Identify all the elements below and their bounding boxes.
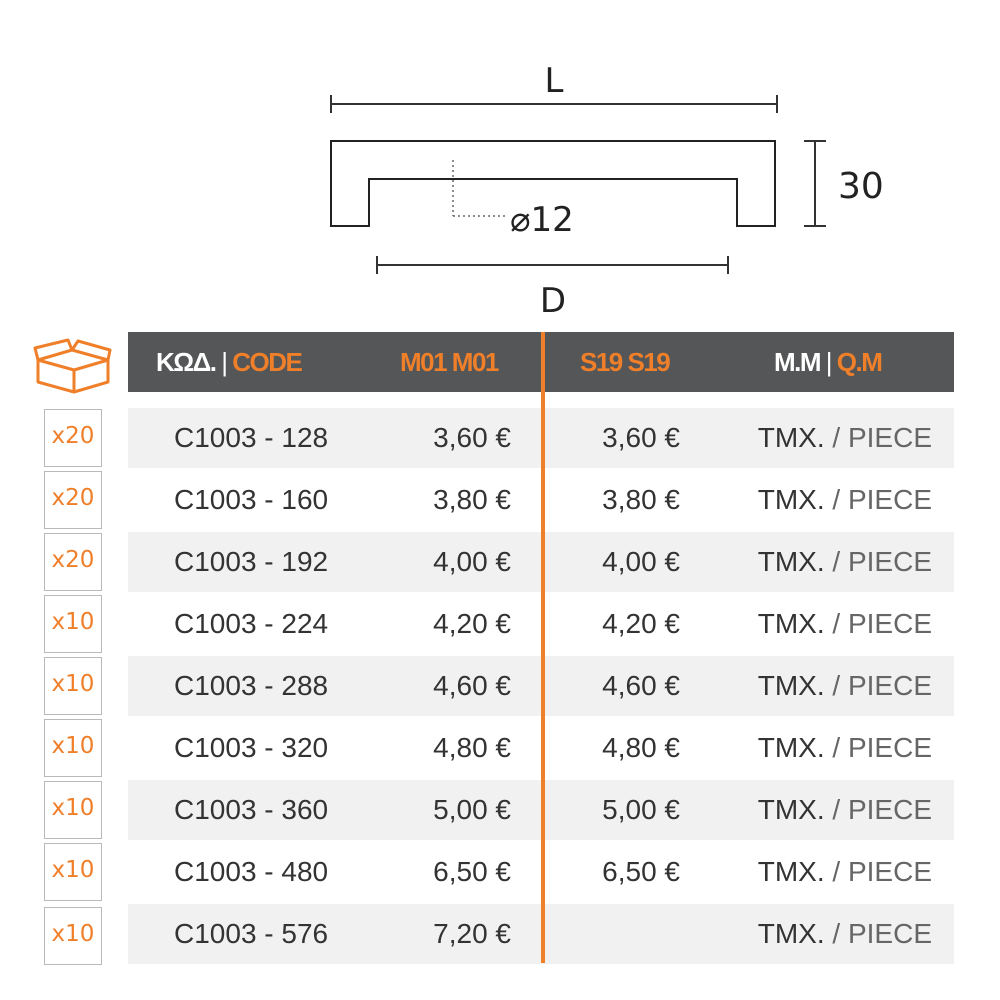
unit-gr: TMX.	[757, 856, 825, 887]
unit-column-header	[774, 332, 881, 392]
distance-label: D	[539, 281, 567, 321]
unit	[758, 780, 932, 840]
code-column-header	[156, 332, 301, 392]
package-box-icon	[32, 338, 114, 394]
code-header-gr: ΚΩΔ.	[156, 347, 216, 377]
price-m01: 4,80 €	[433, 732, 511, 763]
header-separator: |	[825, 347, 832, 377]
unit-en: / PIECE	[824, 732, 932, 763]
pack-quantity-badge: x10	[44, 843, 102, 901]
unit	[758, 470, 932, 530]
diameter-leader	[453, 160, 508, 216]
unit-en: / PIECE	[824, 422, 932, 453]
handle-dimension-diagram	[0, 0, 1000, 330]
unit-en: / PIECE	[824, 918, 932, 949]
unit-en: / PIECE	[824, 546, 932, 577]
unit	[758, 594, 932, 654]
product-code: C1003 - 288	[174, 670, 329, 701]
unit-gr: TMX.	[757, 546, 825, 577]
product-code: C1003 - 360	[174, 794, 329, 825]
product-code: C1003 - 160	[174, 484, 329, 515]
pack-quantity-badge: x10	[44, 719, 102, 777]
unit-gr: TMX.	[757, 608, 825, 639]
unit	[758, 656, 932, 716]
price-m01: 4,20 €	[433, 608, 511, 639]
pack-quantity-badge: x20	[44, 471, 102, 529]
price-s19: 3,80 €	[602, 484, 680, 515]
price-s19: 5,00 €	[602, 794, 680, 825]
unit	[758, 718, 932, 778]
price-m01: 7,20 €	[433, 918, 511, 949]
product-code: C1003 - 320	[174, 732, 329, 763]
unit-en: / PIECE	[824, 794, 932, 825]
code-header-en: CODE	[232, 347, 302, 377]
unit-header-gr: M.M	[774, 347, 821, 377]
unit-gr: TMX.	[757, 794, 825, 825]
price-m01: 6,50 €	[433, 856, 511, 887]
unit-gr: TMX.	[757, 732, 825, 763]
unit-header-en: Q.M	[836, 347, 882, 377]
unit	[758, 904, 932, 964]
height-label: 30	[838, 166, 884, 207]
pack-quantity-badge: x20	[44, 409, 102, 467]
unit-gr: TMX.	[757, 484, 825, 515]
price-s19: 4,60 €	[602, 670, 680, 701]
product-code: C1003 - 192	[174, 546, 329, 577]
finish1-column-header: M01 M01	[400, 347, 498, 377]
unit	[758, 842, 932, 902]
pack-quantity-badge: x20	[44, 533, 102, 591]
pack-quantity-badge: x10	[44, 781, 102, 839]
price-m01: 3,60 €	[433, 422, 511, 453]
unit-en: / PIECE	[824, 856, 932, 887]
diameter-label: ⌀12	[510, 200, 574, 240]
unit-gr: TMX.	[757, 670, 825, 701]
product-code: C1003 - 128	[174, 422, 329, 453]
price-m01: 4,60 €	[433, 670, 511, 701]
price-s19: 3,60 €	[602, 422, 680, 453]
finish-column-divider	[541, 332, 545, 963]
pack-quantity-badge: x10	[44, 907, 102, 965]
unit-gr: TMX.	[757, 918, 825, 949]
price-s19: 4,80 €	[602, 732, 680, 763]
unit-gr: TMX.	[757, 422, 825, 453]
distance-dimension-line	[377, 256, 728, 274]
price-m01: 5,00 €	[433, 794, 511, 825]
pack-quantity-badge: x10	[44, 657, 102, 715]
price-m01: 3,80 €	[433, 484, 511, 515]
height-dimension-line	[804, 141, 826, 226]
product-code: C1003 - 480	[174, 856, 329, 887]
product-code: C1003 - 576	[174, 918, 329, 949]
price-s19: 6,50 €	[602, 856, 680, 887]
unit	[758, 532, 932, 592]
price-s19: 4,00 €	[602, 546, 680, 577]
product-code: C1003 - 224	[174, 608, 329, 639]
finish2-column-header: S19 S19	[580, 347, 670, 377]
unit-en: / PIECE	[824, 484, 932, 515]
length-label: L	[544, 61, 564, 101]
price-m01: 4,00 €	[433, 546, 511, 577]
price-s19: 4,20 €	[602, 608, 680, 639]
unit	[758, 408, 932, 468]
unit-en: / PIECE	[824, 608, 932, 639]
unit-en: / PIECE	[824, 670, 932, 701]
pack-quantity-badge: x10	[44, 595, 102, 653]
header-separator: |	[221, 347, 227, 377]
